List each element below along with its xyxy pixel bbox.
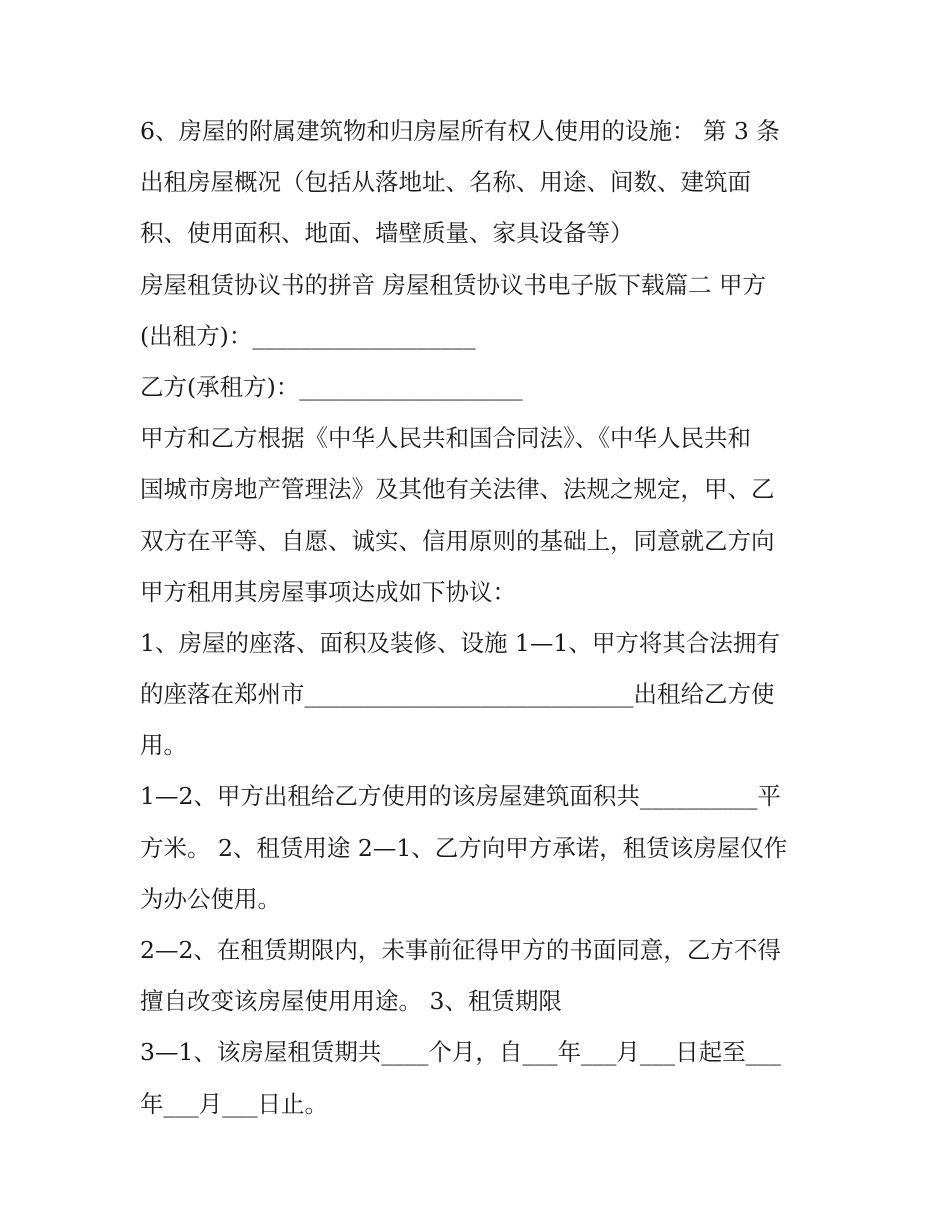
text-line: 2—2、在租赁期限内，未事前征得甲方的书面同意，乙方不得 xyxy=(140,936,781,964)
text-line: 出租房屋概况（包括从落地址、名称、用途、间数、建筑面 xyxy=(140,168,751,197)
text-line: 年___月___日止。 xyxy=(140,1089,328,1118)
text-line: 甲方租用其房屋事项达成如下协议： xyxy=(140,577,516,606)
text-line: 积、使用面积、地面、墙壁质量、家具设备等） xyxy=(140,219,634,248)
text-line: (出租方)：___________________ xyxy=(140,321,476,350)
text-line: 用。 xyxy=(140,731,187,760)
text-line: 3—1、该房屋租赁期共____个月，自___年___月___日起至___ xyxy=(140,1038,781,1067)
text-line: 1—2、甲方出租给乙方使用的该房屋建筑面积共__________平 xyxy=(140,782,781,811)
text-line: 为办公使用。 xyxy=(140,884,281,913)
text-line: 双方在平等、自愿、诚实、信用原则的基础上，同意就乙方向 xyxy=(140,526,775,555)
text-line: 的座落在郑州市____________________________出租给乙方使 xyxy=(140,680,775,709)
text-line: 国城市房地产管理法》及其他有关法律、法规之规定，甲、乙 xyxy=(140,475,775,504)
text-line: 6、房屋的附属建筑物和归房屋所有权人使用的设施： 第 3 条 xyxy=(140,117,780,145)
document-body xyxy=(140,106,815,1130)
text-line: 方米。 2、租赁用途 2—1、乙方向甲方承诺，租赁该房屋仅作 xyxy=(140,833,788,862)
text-line: 1、房屋的座落、面积及装修、设施 1—1、甲方将其合法拥有 xyxy=(140,628,780,657)
text-line: 甲方和乙方根据《中华人民共和国合同法》、《中华人民共和 xyxy=(140,424,751,453)
text-line: 乙方(承租方)：___________________ xyxy=(140,372,523,401)
text-line: 擅自改变该房屋使用用途。 3、租赁期限 xyxy=(140,987,562,1016)
text-line: 房屋租赁协议书的拼音 房屋租赁协议书电子版下载篇二 甲方 xyxy=(140,270,766,299)
